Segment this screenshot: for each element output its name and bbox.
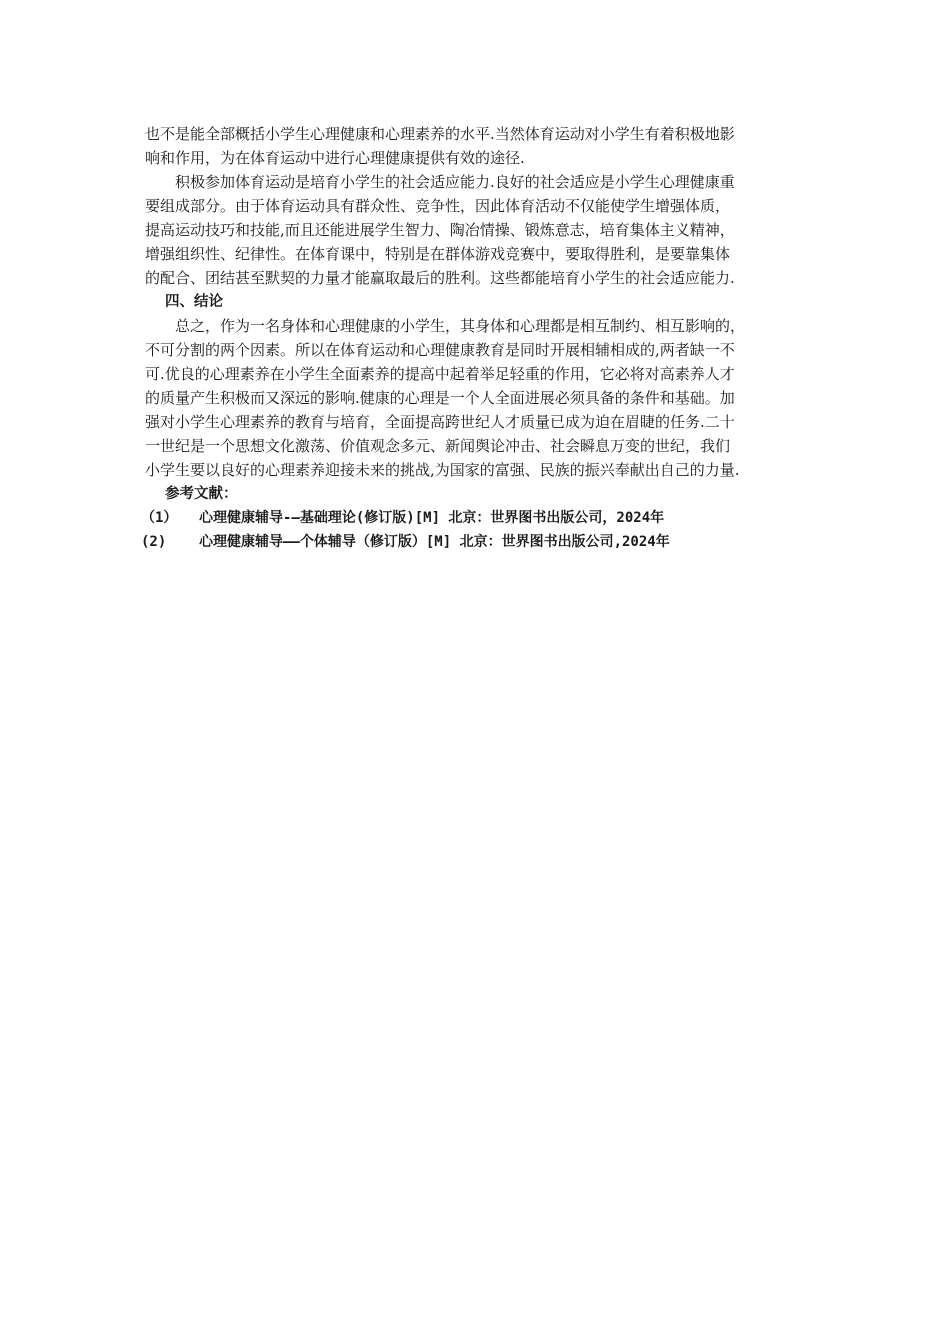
text-line: 响和作用，为在体育运动中进行心理健康提供有效的途径. bbox=[145, 149, 525, 167]
reference-item bbox=[141, 506, 806, 530]
text-line: 可.优良的心理素养在小学生全面素养的提高中起着举足轻重的作用，它必将对高素养人才 bbox=[145, 365, 735, 383]
reference-text: 心理健康辅导——个体辅导（修订版）[M] 北京：世界图书出版公司,2024年 bbox=[199, 534, 670, 550]
paragraph-3 bbox=[145, 314, 810, 482]
references-list bbox=[141, 506, 810, 554]
text-line: 也不是能全部概括小学生心理健康和心理素养的水平.当然体育运动对小学生有着积极地影 bbox=[145, 125, 735, 143]
section-heading: 四、结论 bbox=[165, 294, 223, 310]
text-line: 增强组织性、纪律性。在体育课中，特别是在群体游戏竞赛中，要取得胜利，是要靠集体 bbox=[145, 245, 731, 263]
text-line: 要组成部分。由于体育运动具有群众性、竞争性，因此体育活动不仅能使学生增强体质， bbox=[145, 197, 731, 215]
document-body bbox=[141, 122, 810, 554]
references-heading: 参考文献： bbox=[165, 486, 238, 502]
text-line: 总之，作为一名身体和心理健康的小学生，其身体和心理都是相互制约、相互影响的， bbox=[175, 317, 746, 335]
text-line: 不可分割的两个因素。所以在体育运动和心理健康教育是同时开展相辅相成的,两者缺一不 bbox=[145, 341, 735, 359]
text-line: 积极参加体育运动是培育小学生的社会适应能力.良好的社会适应是小学生心理健康重 bbox=[175, 173, 735, 191]
text-line: 的配合、团结甚至默契的力量才能赢取最后的胜利。这些都能培育小学生的社会适应能力. bbox=[145, 269, 735, 287]
paragraph-2 bbox=[145, 170, 810, 290]
reference-number: (2) bbox=[141, 534, 167, 550]
reference-item bbox=[141, 530, 806, 554]
text-line: 一世纪是一个思想文化激荡、价值观念多元、新闻舆论冲击、社会瞬息万变的世纪，我们 bbox=[145, 437, 731, 455]
text-line: 的质量产生积极而又深远的影响.健康的心理是一个人全面进展必须具备的条件和基础。加 bbox=[145, 389, 735, 407]
paragraph-1 bbox=[145, 122, 810, 170]
reference-text: 心理健康辅导-—基础理论(修订版)[M] 北京：世界图书出版公司，2024年 bbox=[199, 510, 665, 526]
text-line: 提高运动技巧和技能,而且还能进展学生智力、陶冶情操、锻炼意志，培育集体主义精神， bbox=[145, 221, 735, 239]
reference-number: （1） bbox=[141, 510, 178, 526]
text-line: 小学生要以良好的心理素养迎接未来的挑战,为国家的富强、民族的振兴奉献出自己的力量. bbox=[145, 461, 740, 479]
text-line: 强对小学生心理素养的教育与培育，全面提高跨世纪人才质量已成为迫在眉睫的任务.二十 bbox=[145, 413, 735, 431]
